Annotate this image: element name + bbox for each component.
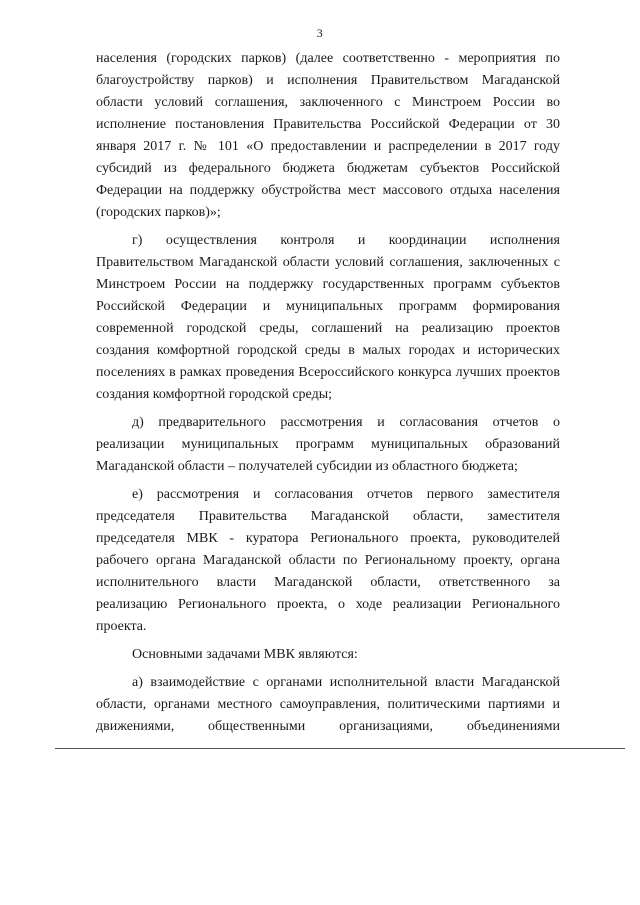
paragraph-item-g: г) осуществления контроля и координации исполнения Правительством Магаданской области условий соглашения, заключенных с Минстроем России на поддержку государственных программ субъектов Российской Федерации и муниципальных программ формирования современной городской среды, соглашений на реализацию проектов создания комфортной городской среды в малых городах и исторических поселениях в рамках проведения Всероссийского конкурса лучших проектов создания комфортной городской среды; <box>96 233 560 402</box>
paragraph-item-a: а) взаимодействие с органами исполнительной власти Магаданской области, органами местного самоуправления, политическими партиями и движениями, общественными организациями, объединениями <box>96 675 560 734</box>
paragraph-item-e: е) рассмотрения и согласования отчетов первого заместителя председателя Правительства Магаданской области, заместителя председателя МВК - куратора Регионального проекта, руководителей рабочего органа Магаданской области по Региональному проекту, органа исполнительного власти Магаданской области, ответственного за реализацию Регионального проекта, о ходе реализации Регионального проекта. <box>96 487 560 634</box>
paragraph-main-tasks-heading: Основными задачами МВК являются: <box>132 647 358 662</box>
paragraph-item-d: д) предварительного рассмотрения и согласования отчетов о реализации муниципальных программ муниципальных образований Магаданской области – получателей субсидии из областного бюджета; <box>96 415 560 474</box>
paragraph-population-parks: населения (городских парков) (далее соответственно - мероприятия по благоустройству парков) и исполнения Правительством Магаданской области условий соглашения, заключенного с Минстроем России во исполнение постановления Правительства Российской Федерации от 30 января 2017 г. № 101 «О предоставлении и распределении в 2017 году субсидий из федерального бюджета бюджетам субъектов Российской Федерации на поддержку обустройства мест массового отдыха населения (городских парков)»; <box>96 51 560 220</box>
document-body <box>96 48 560 744</box>
page-bottom-divider <box>55 748 625 749</box>
page-number: 3 <box>316 26 324 40</box>
